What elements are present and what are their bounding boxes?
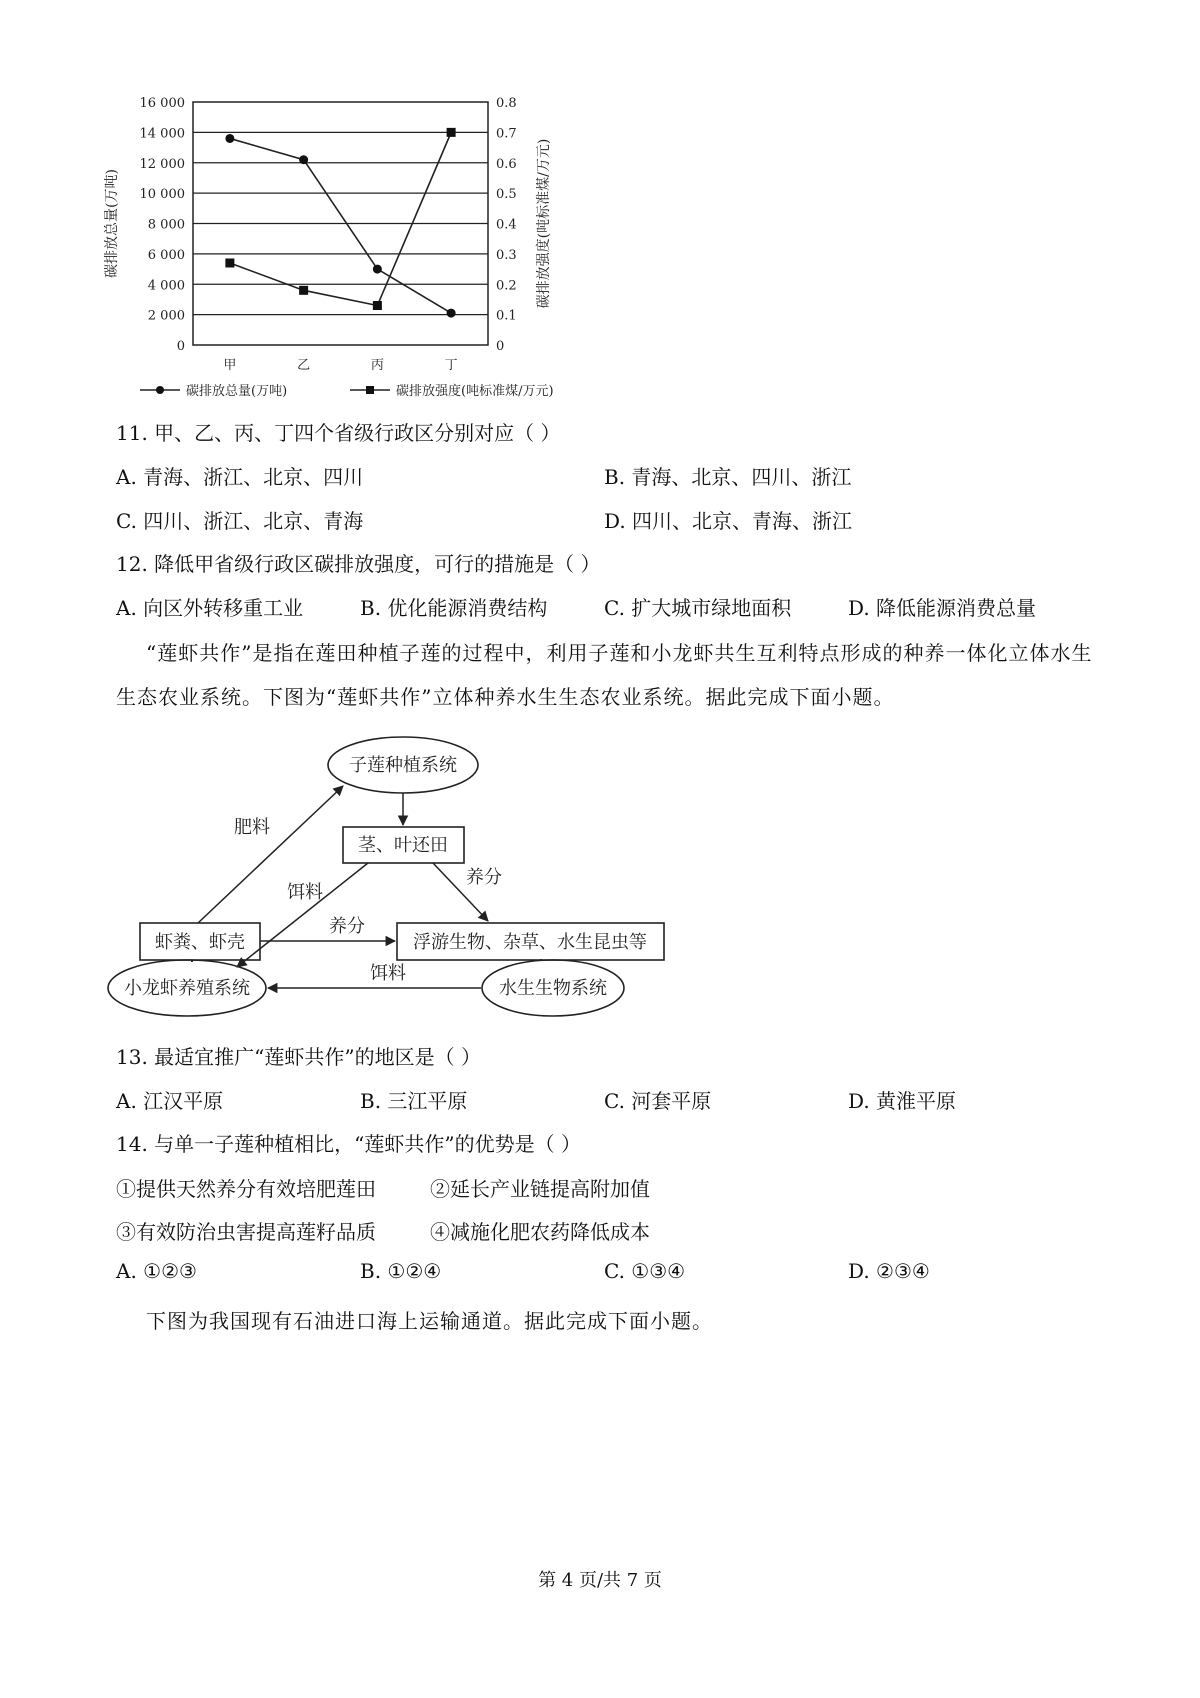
y-right-tick-label: 0.4 bbox=[496, 217, 517, 233]
aquatic-system-label: 水生生物系统 bbox=[499, 978, 607, 999]
y-left-tick-label: 8 000 bbox=[147, 217, 185, 233]
edge-label-nutrients-2: 养分 bbox=[329, 916, 365, 937]
edge-label-bait-1: 饵料 bbox=[287, 882, 323, 903]
q13-option-c[interactable]: C. 河套平原 bbox=[604, 1089, 712, 1113]
q12-option-d[interactable]: D. 降低能源消费总量 bbox=[848, 596, 1037, 620]
stems-leaves-label: 茎、叶还田 bbox=[358, 835, 448, 856]
edge-label-nutrients-1: 养分 bbox=[466, 867, 502, 888]
question-13-stem: 13. 最适宜推广“莲虾共作”的地区是（ ） bbox=[116, 1045, 481, 1069]
data-point-circle bbox=[373, 265, 382, 274]
y-left-tick-label: 10 000 bbox=[139, 187, 185, 203]
edge-label-bait-2: 饵料 bbox=[370, 963, 406, 984]
q13-option-d[interactable]: D. 黄淮平原 bbox=[848, 1089, 957, 1113]
y-left-tick-label: 6 000 bbox=[147, 247, 185, 263]
question-14-stem: 14. 与单一子莲种植相比，“莲虾共作”的优势是（ ） bbox=[116, 1132, 581, 1156]
y-right-tick-label: 0.2 bbox=[496, 278, 517, 294]
y-right-axis-label: 碳排放强度(吨标准煤/万元) bbox=[536, 138, 552, 309]
shrimp-waste-label: 虾粪、虾壳 bbox=[155, 932, 245, 953]
y-left-tick-label: 0 bbox=[176, 339, 185, 354]
y-left-tick-label: 16 000 bbox=[139, 96, 185, 111]
y-right-tick-label: 0.3 bbox=[496, 247, 517, 263]
x-tick-label: 丙 bbox=[370, 358, 384, 373]
series-line bbox=[230, 132, 451, 305]
legend-marker-circle bbox=[156, 386, 164, 394]
q14-option-d[interactable]: D. ②③④ bbox=[848, 1259, 930, 1283]
q14-option-a[interactable]: A. ①②③ bbox=[116, 1259, 197, 1283]
carbon-emission-chart bbox=[0, 80, 620, 430]
lotus-system-label: 子莲种植系统 bbox=[349, 755, 457, 776]
edge-label-fertilizer: 肥料 bbox=[234, 817, 270, 838]
arrow-stems-to-crayfish bbox=[237, 863, 368, 967]
y-right-tick-label: 0.6 bbox=[496, 156, 517, 172]
x-tick-label: 乙 bbox=[297, 358, 311, 373]
y-left-tick-label: 2 000 bbox=[147, 308, 185, 324]
legend-marker-square bbox=[366, 386, 374, 394]
data-point-square bbox=[225, 258, 234, 267]
series-line bbox=[230, 138, 451, 313]
data-point-circle bbox=[225, 134, 234, 143]
q11-option-b[interactable]: B. 青海、北京、四川、浙江 bbox=[604, 465, 852, 489]
q13-option-a[interactable]: A. 江汉平原 bbox=[116, 1089, 224, 1113]
y-left-axis-label: 碳排放总量(万吨) bbox=[104, 169, 120, 278]
y-right-tick-label: 0.5 bbox=[496, 187, 517, 203]
q11-option-d[interactable]: D. 四川、北京、青海、浙江 bbox=[604, 509, 853, 533]
passage-oil-routes: 下图为我国现有石油进口海上运输通道。据此完成下面小题。 bbox=[146, 1309, 713, 1333]
plankton-label: 浮游生物、杂草、水生昆虫等 bbox=[413, 932, 647, 953]
data-point-circle bbox=[447, 309, 456, 318]
x-tick-label: 丁 bbox=[444, 358, 458, 373]
q14-statement-1: ①提供天然养分有效培肥莲田 bbox=[116, 1177, 376, 1201]
legend-label: 碳排放总量(万吨) bbox=[186, 384, 288, 399]
q11-option-a[interactable]: A. 青海、浙江、北京、四川 bbox=[116, 465, 364, 489]
legend-label: 碳排放强度(吨标准煤/万元) bbox=[396, 384, 554, 399]
page-footer: 第 4 页/共 7 页 bbox=[538, 1570, 662, 1591]
question-11-stem: 11. 甲、乙、丙、丁四个省级行政区分别对应（ ） bbox=[116, 421, 561, 445]
x-tick-label: 甲 bbox=[223, 358, 237, 373]
q12-option-a[interactable]: A. 向区外转移重工业 bbox=[116, 596, 304, 620]
q13-option-b[interactable]: B. 三江平原 bbox=[360, 1089, 468, 1113]
y-right-tick-label: 0.8 bbox=[496, 96, 517, 111]
q11-option-c[interactable]: C. 四川、浙江、北京、青海 bbox=[116, 509, 364, 533]
y-left-tick-label: 4 000 bbox=[147, 278, 185, 294]
q12-option-b[interactable]: B. 优化能源消费结构 bbox=[360, 596, 548, 620]
data-point-square bbox=[299, 286, 308, 295]
y-right-tick-label: 0 bbox=[496, 339, 505, 354]
data-point-circle bbox=[299, 155, 308, 164]
y-right-tick-label: 0.1 bbox=[496, 308, 517, 324]
crayfish-system-label: 小龙虾养殖系统 bbox=[124, 978, 250, 999]
passage-lotus-shrimp-line1: “莲虾共作”是指在莲田种植子莲的过程中，利用子莲和小龙虾共生互利特点形成的种养一体化立体水生 bbox=[146, 641, 1093, 665]
passage-lotus-shrimp-line2: 生态农业系统。下图为“莲虾共作”立体种养水生生态农业系统。据此完成下面小题。 bbox=[116, 685, 895, 709]
q12-option-c[interactable]: C. 扩大城市绿地面积 bbox=[604, 596, 792, 620]
y-right-tick-label: 0.7 bbox=[496, 126, 517, 142]
q14-option-b[interactable]: B. ①②④ bbox=[360, 1259, 442, 1283]
q14-statement-4: ④减施化肥农药降低成本 bbox=[430, 1220, 650, 1244]
y-left-tick-label: 14 000 bbox=[139, 126, 185, 142]
question-12-stem: 12. 降低甲省级行政区碳排放强度，可行的措施是（ ） bbox=[116, 552, 601, 576]
data-point-square bbox=[373, 301, 382, 310]
q14-statement-3: ③有效防治虫害提高莲籽品质 bbox=[116, 1220, 376, 1244]
q14-option-c[interactable]: C. ①③④ bbox=[604, 1259, 686, 1283]
q14-statement-2: ②延长产业链提高附加值 bbox=[430, 1177, 650, 1201]
y-left-tick-label: 12 000 bbox=[139, 156, 185, 172]
data-point-square bbox=[447, 128, 456, 137]
